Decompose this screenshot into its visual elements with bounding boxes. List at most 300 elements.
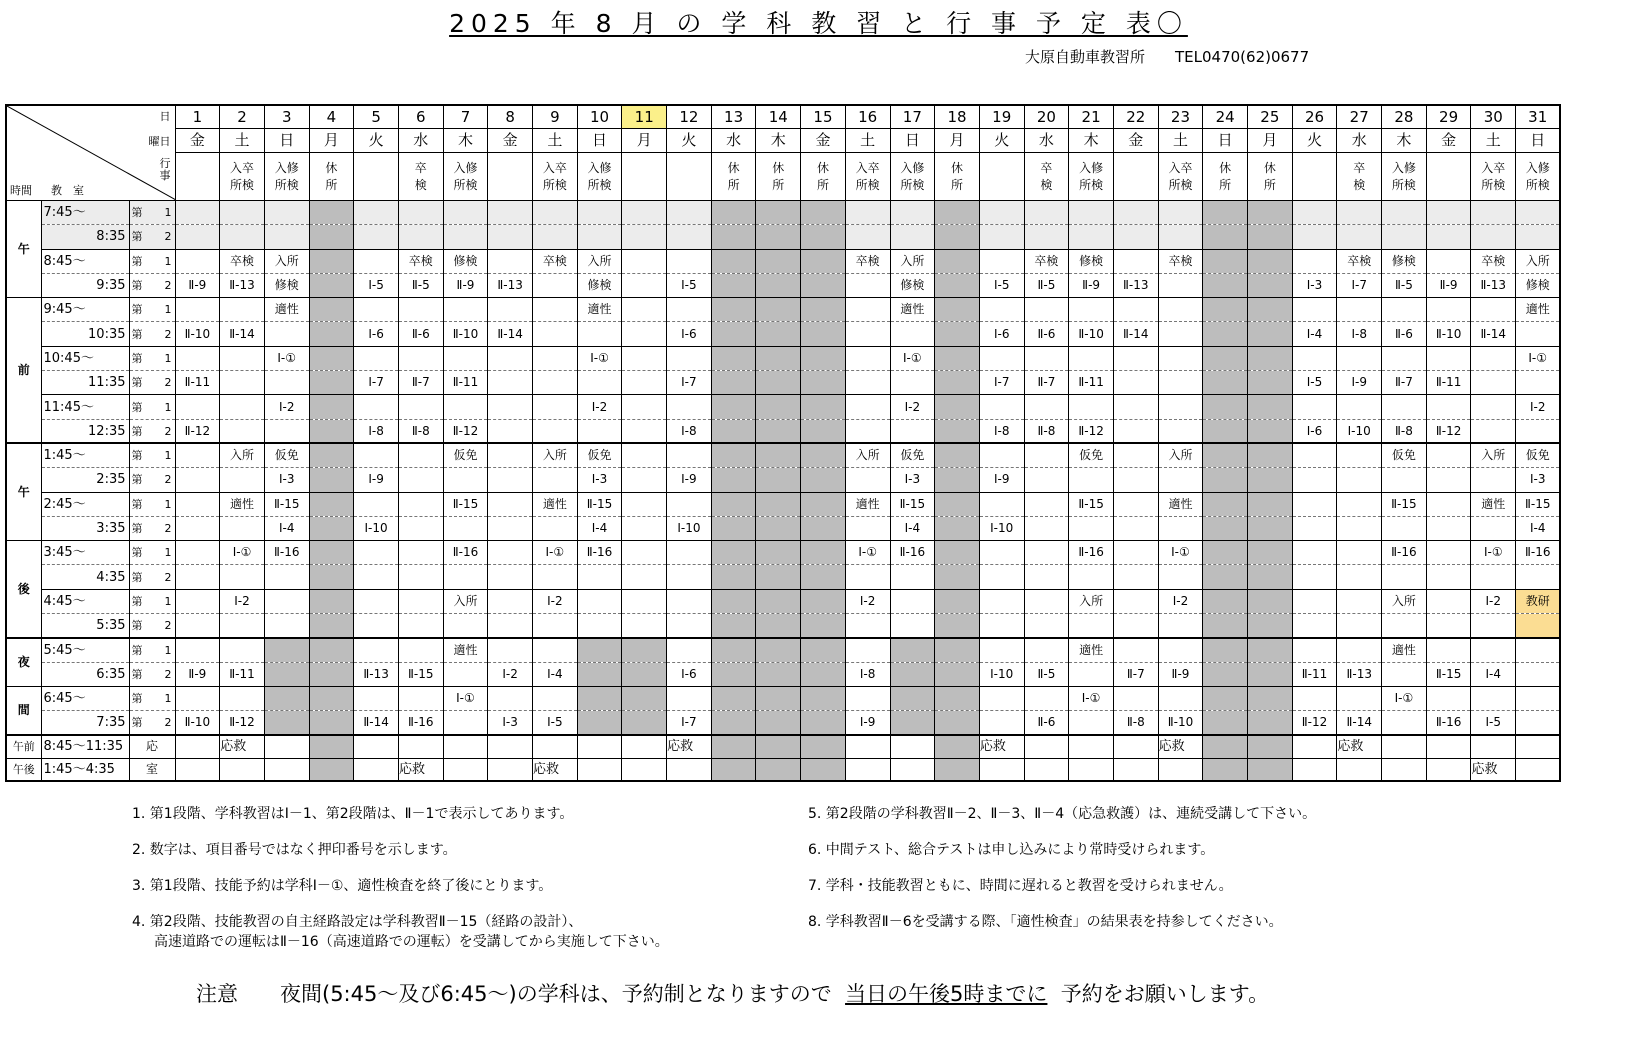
weekday: 木 <box>756 129 801 153</box>
schedule-cell <box>935 346 980 370</box>
period-group: 後 <box>6 541 41 638</box>
schedule-cell <box>1471 201 1516 225</box>
schedule-cell <box>398 565 443 589</box>
schedule-cell <box>443 225 488 249</box>
schedule-cell: Ⅰ-7 <box>979 371 1024 395</box>
schedule-cell <box>309 322 354 346</box>
schedule-cell: Ⅰ-6 <box>354 322 399 346</box>
day-number: 15 <box>801 105 846 129</box>
schedule-cell <box>756 662 801 686</box>
schedule-cell <box>175 516 220 540</box>
schedule-cell <box>1292 614 1337 638</box>
emergency-cell <box>443 758 488 781</box>
schedule-cell <box>1248 443 1293 467</box>
schedule-cell <box>1471 638 1516 662</box>
schedule-cell <box>1471 371 1516 395</box>
schedule-cell: 適性 <box>1382 638 1427 662</box>
room-number: 2 <box>164 570 172 584</box>
schedule-cell <box>1292 492 1337 516</box>
schedule-cell: 適性 <box>443 638 488 662</box>
schedule-cell: 修検 <box>443 249 488 273</box>
room-number: 1 <box>164 254 172 268</box>
schedule-cell <box>1069 565 1114 589</box>
schedule-cell: Ⅱ-16 <box>398 711 443 735</box>
schedule-cell <box>1337 686 1382 710</box>
schedule-cell <box>801 443 846 467</box>
schedule-cell <box>667 443 712 467</box>
emergency-cell <box>264 735 309 758</box>
period-start: 5:45～ <box>41 638 129 662</box>
schedule-cell: 入所 <box>1158 443 1203 467</box>
emergency-cell: 応救 <box>220 735 265 758</box>
schedule-cell <box>622 614 667 638</box>
schedule-cell: Ⅱ-16 <box>1069 541 1114 565</box>
schedule-cell <box>398 443 443 467</box>
schedule-cell <box>1337 298 1382 322</box>
period-end: 6:35 <box>41 662 129 686</box>
schedule-cell <box>935 371 980 395</box>
schedule-cell <box>1113 589 1158 613</box>
schedule-cell <box>354 565 399 589</box>
schedule-cell <box>488 686 533 710</box>
weekday: 水 <box>1337 129 1382 153</box>
schedule-cell <box>1337 492 1382 516</box>
room-cell <box>129 662 175 686</box>
schedule-cell: Ⅰ-8 <box>1337 322 1382 346</box>
schedule-cell <box>1203 541 1248 565</box>
schedule-cell <box>667 298 712 322</box>
schedule-cell <box>756 201 801 225</box>
schedule-cell <box>667 541 712 565</box>
schedule-cell: 卒検 <box>1337 249 1382 273</box>
schedule-cell <box>1158 322 1203 346</box>
schedule-cell <box>1069 225 1114 249</box>
schedule-cell <box>1248 662 1293 686</box>
schedule-cell: Ⅱ-12 <box>220 711 265 735</box>
schedule-cell <box>398 638 443 662</box>
schedule-cell <box>443 346 488 370</box>
schedule-cell <box>175 395 220 419</box>
schedule-cell <box>309 638 354 662</box>
schedule-cell: Ⅰ-2 <box>533 589 578 613</box>
schedule-cell: Ⅰ-3 <box>488 711 533 735</box>
schedule-cell <box>1292 201 1337 225</box>
schedule-cell <box>1337 395 1382 419</box>
schedule-cell <box>1203 686 1248 710</box>
schedule-cell: Ⅰ-2 <box>220 589 265 613</box>
day-number: 4 <box>309 105 354 129</box>
day-number: 11 <box>622 105 667 129</box>
emergency-cell <box>935 735 980 758</box>
schedule-cell <box>577 565 622 589</box>
schedule-cell <box>711 346 756 370</box>
schedule-cell <box>935 589 980 613</box>
period-end: 4:35 <box>41 565 129 589</box>
schedule-cell <box>264 662 309 686</box>
schedule-cell: Ⅰ-6 <box>979 322 1024 346</box>
schedule-cell <box>979 346 1024 370</box>
day-number: 3 <box>264 105 309 129</box>
schedule-cell <box>890 565 935 589</box>
period-end: 2:35 <box>41 468 129 492</box>
schedule-cell <box>220 565 265 589</box>
schedule-cell <box>443 662 488 686</box>
schedule-cell <box>1337 443 1382 467</box>
schedule-cell <box>801 395 846 419</box>
schedule-cell <box>309 249 354 273</box>
schedule-cell <box>1292 249 1337 273</box>
period-end: 3:35 <box>41 516 129 540</box>
schedule-cell <box>1113 686 1158 710</box>
schedule-cell <box>577 419 622 443</box>
schedule-cell <box>1024 225 1069 249</box>
schedule-cell <box>354 346 399 370</box>
schedule-cell <box>1248 273 1293 297</box>
day-number: 5 <box>354 105 399 129</box>
schedule-cell <box>1158 565 1203 589</box>
schedule-cell: Ⅱ-12 <box>175 419 220 443</box>
schedule-cell <box>890 614 935 638</box>
schedule-cell: Ⅰ-4 <box>1471 662 1516 686</box>
schedule-cell <box>1203 371 1248 395</box>
schedule-cell <box>890 371 935 395</box>
schedule-cell <box>711 395 756 419</box>
schedule-cell <box>1024 492 1069 516</box>
emergency-cell <box>175 735 220 758</box>
schedule-cell <box>1382 201 1427 225</box>
schedule-cell <box>1203 201 1248 225</box>
schedule-cell: Ⅰ-10 <box>1337 419 1382 443</box>
schedule-cell: Ⅱ-6 <box>1024 322 1069 346</box>
room-prefix: 第 <box>131 376 143 390</box>
time-label: 時間 <box>10 184 32 197</box>
schedule-cell <box>1382 298 1427 322</box>
schedule-cell: Ⅰ-① <box>533 541 578 565</box>
day-number: 7 <box>443 105 488 129</box>
schedule-cell <box>1248 516 1293 540</box>
schedule-cell: Ⅰ-① <box>443 686 488 710</box>
schedule-cell <box>711 419 756 443</box>
schedule-cell <box>354 589 399 613</box>
schedule-cell <box>1382 516 1427 540</box>
schedule-cell <box>264 225 309 249</box>
schedule-cell <box>845 565 890 589</box>
schedule-cell: Ⅱ-10 <box>175 711 220 735</box>
schedule-cell: 仮免 <box>1516 443 1561 467</box>
schedule-cell <box>1248 638 1293 662</box>
schedule-cell: 仮免 <box>1382 443 1427 467</box>
emergency-cell <box>1516 735 1561 758</box>
schedule-cell: Ⅱ-13 <box>354 662 399 686</box>
emergency-cell <box>175 758 220 781</box>
warning-deadline: 当日の午後5時までに <box>845 982 1048 1006</box>
schedule-cell: Ⅰ-4 <box>1516 516 1561 540</box>
schedule-cell: 入所 <box>1471 443 1516 467</box>
room-cell <box>129 686 175 710</box>
period-group: 夜 <box>6 638 41 687</box>
schedule-cell: Ⅱ-9 <box>1069 273 1114 297</box>
schedule-cell <box>577 711 622 735</box>
schedule-cell: Ⅱ-16 <box>264 541 309 565</box>
schedule-cell <box>622 371 667 395</box>
room-number: 1 <box>164 546 172 560</box>
schedule-cell: Ⅰ-9 <box>979 468 1024 492</box>
emergency-cell <box>398 735 443 758</box>
weekday: 月 <box>309 129 354 153</box>
schedule-cell <box>935 443 980 467</box>
event-label: 行事 <box>159 157 171 182</box>
schedule-cell: Ⅰ-10 <box>979 516 1024 540</box>
period-start: 1:45～ <box>41 443 129 467</box>
schedule-cell: 適性 <box>1516 298 1561 322</box>
schedule-cell: Ⅰ-2 <box>488 662 533 686</box>
schedule-cell <box>354 395 399 419</box>
schedule-cell <box>309 298 354 322</box>
schedule-cell <box>711 516 756 540</box>
schedule-cell: Ⅰ-9 <box>354 468 399 492</box>
day-number: 6 <box>398 105 443 129</box>
schedule-cell <box>622 201 667 225</box>
weekday: 月 <box>622 129 667 153</box>
schedule-cell <box>1113 468 1158 492</box>
emergency-cell: 応救 <box>979 735 1024 758</box>
schedule-cell <box>1292 346 1337 370</box>
schedule-cell <box>979 225 1024 249</box>
schedule-cell <box>220 201 265 225</box>
schedule-cell <box>1248 298 1293 322</box>
schedule-cell <box>577 225 622 249</box>
schedule-cell <box>801 371 846 395</box>
schedule-cell <box>667 565 712 589</box>
note-2: 2. 数字は、項目番号ではなく押印番号を示します。 <box>132 842 457 858</box>
schedule-cell <box>711 201 756 225</box>
schedule-cell <box>1337 638 1382 662</box>
day-number: 24 <box>1203 105 1248 129</box>
schedule-cell: 卒検 <box>845 249 890 273</box>
schedule-cell <box>488 492 533 516</box>
room-prefix: 第 <box>131 206 143 220</box>
emergency-cell <box>443 735 488 758</box>
schedule-cell <box>1248 492 1293 516</box>
schedule-cell: Ⅱ-12 <box>1069 419 1114 443</box>
schedule-cell <box>935 468 980 492</box>
schedule-cell: Ⅱ-14 <box>1471 322 1516 346</box>
schedule-cell <box>756 516 801 540</box>
schedule-cell <box>1292 395 1337 419</box>
emergency-cell <box>890 735 935 758</box>
schedule-cell <box>175 492 220 516</box>
schedule-cell <box>1248 225 1293 249</box>
schedule-cell <box>533 614 578 638</box>
schedule-cell: Ⅰ-7 <box>354 371 399 395</box>
schedule-cell: 入所 <box>845 443 890 467</box>
schedule-cell <box>1203 589 1248 613</box>
day-number: 26 <box>1292 105 1337 129</box>
schedule-cell <box>309 225 354 249</box>
room-cell <box>129 201 175 225</box>
schedule-cell <box>1203 249 1248 273</box>
schedule-cell <box>309 589 354 613</box>
schedule-cell <box>711 541 756 565</box>
weekday: 日 <box>890 129 935 153</box>
schedule-cell: 適性 <box>890 298 935 322</box>
schedule-cell <box>711 298 756 322</box>
schedule-cell: Ⅱ-16 <box>890 541 935 565</box>
schedule-cell <box>488 346 533 370</box>
schedule-cell <box>488 225 533 249</box>
schedule-cell <box>845 638 890 662</box>
schedule-cell <box>175 225 220 249</box>
room-label: 教 室 <box>51 184 84 197</box>
schedule-cell <box>845 614 890 638</box>
day-number: 23 <box>1158 105 1203 129</box>
schedule-cell: Ⅰ-① <box>1516 346 1561 370</box>
room-number: 1 <box>164 351 172 365</box>
schedule-cell <box>1516 201 1561 225</box>
schedule-cell <box>622 589 667 613</box>
emergency-cell <box>1248 735 1293 758</box>
schedule-cell <box>711 443 756 467</box>
bottom-time: 8:45～11:35 <box>41 735 129 758</box>
schedule-cell <box>533 686 578 710</box>
schedule-cell <box>845 273 890 297</box>
schedule-cell <box>1471 565 1516 589</box>
schedule-cell: Ⅱ-15 <box>890 492 935 516</box>
schedule-cell: 入所 <box>220 443 265 467</box>
schedule-cell <box>309 468 354 492</box>
schedule-cell: Ⅱ-7 <box>1113 662 1158 686</box>
schedule-cell <box>1158 371 1203 395</box>
schedule-cell <box>443 614 488 638</box>
schedule-cell <box>488 541 533 565</box>
weekday: 日 <box>577 129 622 153</box>
period-start: 2:45～ <box>41 492 129 516</box>
schedule-cell <box>1248 346 1293 370</box>
schedule-cell <box>711 492 756 516</box>
weekday: 土 <box>1471 129 1516 153</box>
emergency-cell <box>1426 758 1471 781</box>
schedule-cell <box>622 492 667 516</box>
schedule-cell <box>622 541 667 565</box>
room-number: 1 <box>164 643 172 657</box>
emergency-cell <box>1158 758 1203 781</box>
schedule-cell <box>711 273 756 297</box>
schedule-cell <box>756 541 801 565</box>
schedule-cell: 仮免 <box>264 443 309 467</box>
schedule-cell <box>1203 298 1248 322</box>
room-cell <box>129 419 175 443</box>
schedule-cell: Ⅱ-15 <box>1426 662 1471 686</box>
schedule-cell <box>845 395 890 419</box>
period-start: 7:45～ <box>41 201 129 225</box>
weekday: 火 <box>667 129 712 153</box>
schedule-cell <box>1024 468 1069 492</box>
schedule-cell: Ⅱ-15 <box>443 492 488 516</box>
schedule-cell <box>1024 298 1069 322</box>
schedule-cell <box>1426 225 1471 249</box>
weekday: 金 <box>488 129 533 153</box>
schedule-cell: Ⅱ-13 <box>1471 273 1516 297</box>
schedule-cell <box>1203 614 1248 638</box>
schedule-cell <box>1203 492 1248 516</box>
schedule-cell <box>1024 638 1069 662</box>
schedule-cell <box>1426 249 1471 273</box>
schedule-cell <box>1158 201 1203 225</box>
weekday: 金 <box>801 129 846 153</box>
schedule-cell: Ⅰ-① <box>890 346 935 370</box>
schedule-cell: Ⅰ-3 <box>890 468 935 492</box>
room-number: 2 <box>164 618 172 632</box>
schedule-cell <box>1024 565 1069 589</box>
schedule-cell <box>220 686 265 710</box>
schedule-cell <box>220 225 265 249</box>
emergency-cell <box>354 758 399 781</box>
schedule-cell <box>533 371 578 395</box>
day-event: 休 所 <box>309 153 354 201</box>
schedule-cell <box>622 565 667 589</box>
note-1: 1. 第1段階、学科教習はⅠ－1、第2段階は、Ⅱ－1で表示してあります。 <box>132 806 574 822</box>
schedule-cell <box>264 565 309 589</box>
schedule-cell: Ⅱ-6 <box>1382 322 1427 346</box>
schedule-cell: 仮免 <box>890 443 935 467</box>
schedule-cell <box>1203 516 1248 540</box>
room-prefix: 第 <box>131 424 143 438</box>
schedule-cell: 卒検 <box>220 249 265 273</box>
schedule-cell <box>801 711 846 735</box>
schedule-cell <box>398 201 443 225</box>
schedule-cell <box>667 638 712 662</box>
schedule-cell <box>220 638 265 662</box>
schedule-cell <box>1337 589 1382 613</box>
schedule-cell <box>756 468 801 492</box>
schedule-cell <box>622 395 667 419</box>
schedule-cell <box>533 273 578 297</box>
warning-request: 予約をお願いします。 <box>1060 982 1270 1006</box>
schedule-cell: Ⅱ-9 <box>175 662 220 686</box>
emergency-cell <box>1203 758 1248 781</box>
room-prefix: 第 <box>131 279 143 293</box>
schedule-cell <box>1069 395 1114 419</box>
schedule-cell <box>845 419 890 443</box>
schedule-cell <box>756 371 801 395</box>
schedule-cell <box>1248 686 1293 710</box>
schedule-cell <box>309 201 354 225</box>
schedule-cell <box>533 346 578 370</box>
schedule-cell <box>577 662 622 686</box>
schedule-cell <box>1426 614 1471 638</box>
room-number: 2 <box>164 327 172 341</box>
schedule-cell: Ⅱ-5 <box>1024 273 1069 297</box>
schedule-cell <box>309 565 354 589</box>
schedule-cell <box>711 225 756 249</box>
schedule-cell <box>801 249 846 273</box>
schedule-cell: Ⅱ-12 <box>1426 419 1471 443</box>
emergency-cell <box>756 735 801 758</box>
weekday: 月 <box>935 129 980 153</box>
schedule-cell: Ⅱ-11 <box>1426 371 1471 395</box>
schedule-cell <box>1426 201 1471 225</box>
schedule-cell <box>264 201 309 225</box>
schedule-cell <box>1426 492 1471 516</box>
schedule-cell <box>443 565 488 589</box>
schedule-cell <box>577 638 622 662</box>
schedule-cell <box>667 492 712 516</box>
schedule-cell <box>1337 468 1382 492</box>
schedule-cell: 入所 <box>1382 589 1427 613</box>
room-prefix: 第 <box>131 254 143 268</box>
emergency-cell <box>979 758 1024 781</box>
schedule-cell <box>801 662 846 686</box>
